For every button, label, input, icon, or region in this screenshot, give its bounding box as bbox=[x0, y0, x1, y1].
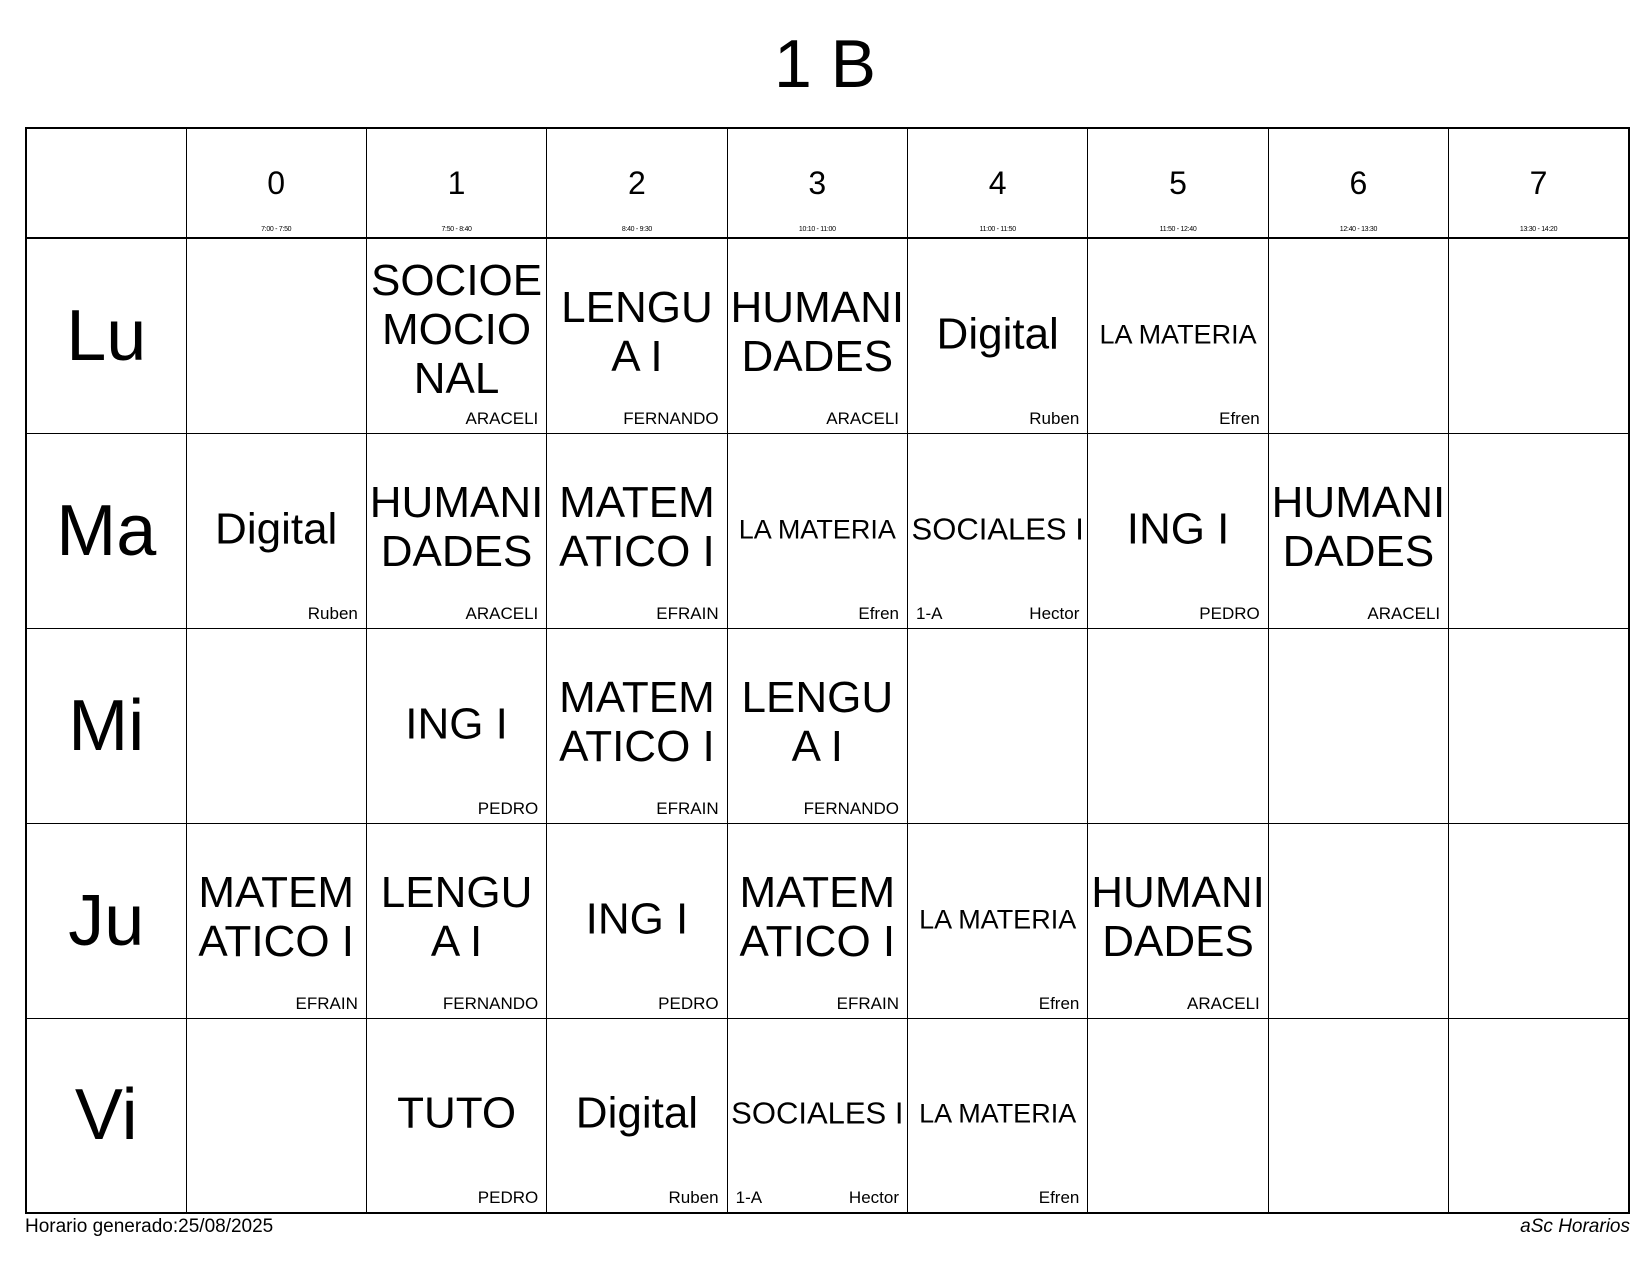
day-row-lu bbox=[26, 238, 1629, 433]
empty-cell bbox=[1268, 628, 1448, 823]
period-number: 7 bbox=[1529, 165, 1548, 201]
lesson-subject: LENGUA I bbox=[380, 867, 533, 966]
period-time: 10:10 - 11:00 bbox=[798, 226, 836, 233]
lesson-cell bbox=[366, 823, 546, 1018]
period-header-5 bbox=[1088, 128, 1268, 238]
lesson-subject: SOCIOEMOCIONAL bbox=[370, 255, 543, 404]
lesson-teacher: ARACELI bbox=[1367, 603, 1441, 623]
period-number: 6 bbox=[1349, 165, 1368, 201]
lesson-subject: LA MATERIA bbox=[919, 904, 1077, 935]
lesson-cell bbox=[727, 238, 907, 433]
empty-cell bbox=[1449, 238, 1629, 433]
empty-cell bbox=[1268, 823, 1448, 1018]
lesson-cell bbox=[547, 1018, 727, 1213]
day-name: Ju bbox=[68, 880, 145, 961]
empty-cell bbox=[908, 628, 1088, 823]
lesson-teacher: Ruben bbox=[307, 603, 358, 623]
empty-cell bbox=[1449, 628, 1629, 823]
lesson-cell bbox=[1088, 433, 1268, 628]
lesson-teacher: EFRAIN bbox=[656, 603, 719, 623]
day-row-mi bbox=[26, 628, 1629, 823]
empty-cell bbox=[186, 1018, 366, 1213]
day-header bbox=[26, 238, 186, 433]
day-name: Lu bbox=[66, 295, 147, 376]
day-header bbox=[26, 1018, 186, 1213]
period-number: 5 bbox=[1169, 165, 1187, 201]
lesson-teacher: Efren bbox=[1038, 993, 1080, 1013]
lesson-cell bbox=[727, 1018, 907, 1213]
lesson-subject: MATEMATICO I bbox=[198, 867, 354, 966]
period-header-3 bbox=[727, 128, 907, 238]
lesson-teacher: FERNANDO bbox=[623, 408, 719, 428]
period-time: 11:00 - 11:50 bbox=[979, 226, 1016, 233]
generated-date: Horario generado:25/08/2025 bbox=[25, 1216, 274, 1237]
lesson-teacher: PEDRO bbox=[477, 798, 539, 818]
lesson-teacher: PEDRO bbox=[477, 1188, 539, 1207]
lesson-subject: MATEMATICO I bbox=[559, 672, 715, 771]
empty-cell bbox=[1449, 1018, 1629, 1213]
lesson-subject: MATEMATICO I bbox=[739, 867, 896, 966]
lesson-subject: Digital bbox=[575, 1088, 699, 1138]
period-header-0 bbox=[186, 128, 366, 238]
lesson-cell bbox=[727, 628, 907, 823]
period-header-6 bbox=[1268, 128, 1448, 238]
lesson-subject: LENGUA I bbox=[561, 282, 713, 381]
lesson-subject: Digital bbox=[936, 309, 1059, 359]
brand-label: aSc Horarios bbox=[1520, 1216, 1630, 1237]
lesson-cell bbox=[366, 238, 546, 433]
lesson-teacher: PEDRO bbox=[658, 993, 719, 1013]
day-header bbox=[26, 628, 186, 823]
day-name: Vi bbox=[74, 1075, 138, 1156]
lesson-cell bbox=[186, 433, 366, 628]
lesson-teacher: Ruben bbox=[1029, 408, 1080, 428]
lesson-cell bbox=[547, 433, 727, 628]
timetable-grid bbox=[25, 127, 1630, 1214]
lesson-cell bbox=[547, 823, 727, 1018]
lesson-subject: HUMANIDADES bbox=[1091, 867, 1265, 966]
period-time: 12:40 - 13:30 bbox=[1339, 226, 1378, 233]
period-number: 1 bbox=[447, 165, 466, 201]
period-number: 3 bbox=[808, 165, 827, 201]
period-header-4 bbox=[908, 128, 1088, 238]
lesson-cell bbox=[908, 823, 1088, 1018]
lesson-cell bbox=[727, 823, 907, 1018]
lesson-cell bbox=[366, 1018, 546, 1213]
period-number: 2 bbox=[628, 165, 646, 201]
lesson-teacher: EFRAIN bbox=[836, 993, 899, 1013]
lesson-cell bbox=[727, 433, 907, 628]
lesson-cell bbox=[908, 1018, 1088, 1213]
empty-cell bbox=[1268, 238, 1448, 433]
lesson-teacher: ARACELI bbox=[465, 408, 539, 428]
lesson-cell bbox=[1088, 238, 1268, 433]
lesson-subject: LA MATERIA bbox=[738, 514, 896, 545]
corner-cell bbox=[26, 128, 186, 238]
lesson-subject: LA MATERIA bbox=[1099, 319, 1257, 350]
timetable-title: 1 B bbox=[773, 26, 877, 102]
lesson-teacher: Efren bbox=[1038, 1188, 1080, 1207]
empty-cell bbox=[1449, 433, 1629, 628]
day-row-ju bbox=[26, 823, 1629, 1018]
lesson-room: 1-A bbox=[916, 603, 943, 623]
lesson-cell bbox=[1268, 433, 1448, 628]
lesson-subject: ING I bbox=[405, 698, 508, 748]
empty-cell bbox=[186, 628, 366, 823]
lesson-subject: HUMANIDADES bbox=[1271, 477, 1446, 576]
period-time: 11:50 - 12:40 bbox=[1159, 226, 1197, 233]
lesson-subject: ING I bbox=[1126, 503, 1230, 553]
period-time: 7:50 - 8:40 bbox=[441, 226, 472, 233]
lesson-subject: ING I bbox=[585, 893, 689, 943]
lesson-teacher: Hector bbox=[848, 1188, 899, 1207]
period-time: 8:40 - 9:30 bbox=[621, 226, 653, 233]
lesson-teacher: PEDRO bbox=[1199, 603, 1260, 623]
period-number: 0 bbox=[267, 165, 286, 201]
lesson-cell bbox=[908, 433, 1088, 628]
lesson-subject: HUMANIDADES bbox=[369, 477, 544, 576]
lesson-cell bbox=[547, 238, 727, 433]
lesson-subject: MATEMATICO I bbox=[559, 477, 715, 576]
lesson-cell bbox=[186, 823, 366, 1018]
lesson-teacher: ARACELI bbox=[826, 408, 899, 428]
lesson-cell bbox=[366, 433, 546, 628]
lesson-subject: SOCIALES I bbox=[911, 510, 1084, 546]
lesson-subject: Digital bbox=[215, 503, 338, 553]
period-time: 7:00 - 7:50 bbox=[261, 226, 292, 233]
period-header-2 bbox=[547, 128, 727, 238]
lesson-teacher: FERNANDO bbox=[442, 993, 539, 1013]
day-row-vi bbox=[26, 1018, 1629, 1213]
lesson-cell bbox=[908, 238, 1088, 433]
period-header-row bbox=[26, 128, 1629, 238]
lesson-cell bbox=[1088, 823, 1268, 1018]
empty-cell bbox=[186, 238, 366, 433]
empty-cell bbox=[1088, 1018, 1268, 1213]
lesson-subject: SOCIALES I bbox=[731, 1095, 904, 1131]
lesson-teacher: Hector bbox=[1029, 603, 1080, 623]
lesson-teacher: FERNANDO bbox=[803, 798, 899, 818]
lesson-teacher: ARACELI bbox=[1187, 993, 1260, 1013]
lesson-subject: TUTO bbox=[397, 1088, 517, 1138]
lesson-teacher: ARACELI bbox=[465, 603, 539, 623]
empty-cell bbox=[1088, 628, 1268, 823]
lesson-cell bbox=[366, 628, 546, 823]
period-header-7 bbox=[1449, 128, 1629, 238]
lesson-cell bbox=[547, 628, 727, 823]
period-header-1 bbox=[366, 128, 546, 238]
day-name: Ma bbox=[56, 490, 157, 571]
day-row-ma bbox=[26, 433, 1629, 628]
lesson-teacher: Efren bbox=[858, 603, 899, 623]
lesson-subject: LA MATERIA bbox=[919, 1098, 1077, 1129]
period-number: 4 bbox=[988, 165, 1007, 201]
lesson-teacher: Ruben bbox=[668, 1188, 719, 1207]
empty-cell bbox=[1268, 1018, 1448, 1213]
day-header bbox=[26, 823, 186, 1018]
day-header bbox=[26, 433, 186, 628]
lesson-subject: LENGUA I bbox=[741, 672, 894, 771]
day-name: Mi bbox=[68, 685, 145, 766]
lesson-room: 1-A bbox=[735, 1188, 763, 1207]
period-time: 13:30 - 14:20 bbox=[1519, 226, 1558, 233]
lesson-subject: HUMANIDADES bbox=[730, 282, 905, 381]
empty-cell bbox=[1449, 823, 1629, 1018]
lesson-teacher: EFRAIN bbox=[295, 993, 358, 1013]
lesson-teacher: EFRAIN bbox=[656, 798, 719, 818]
lesson-teacher: Efren bbox=[1219, 408, 1260, 428]
